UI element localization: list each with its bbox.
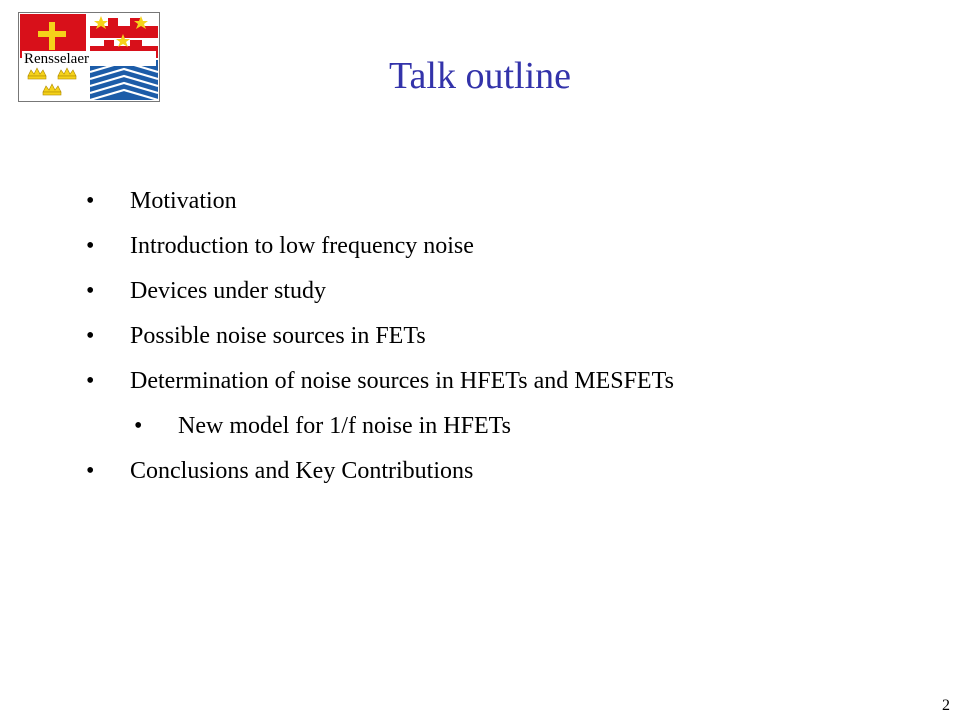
outline-subitem-text: New model for 1/f noise in HFETs xyxy=(178,413,511,439)
outline-item xyxy=(80,321,900,351)
outline-item xyxy=(80,186,900,216)
outline-item-text: Introduction to low frequency noise xyxy=(130,233,474,259)
page-number: 2 xyxy=(942,697,950,714)
outline-item-text: Motivation xyxy=(130,188,237,214)
bullet-symbol: • xyxy=(86,458,95,484)
bullet-symbol: • xyxy=(86,233,95,259)
outline-item-text: Determination of noise sources in HFETs and MESFETs xyxy=(130,368,674,394)
outline-item-text: Conclusions and Key Contributions xyxy=(130,458,474,484)
outline-item-text: Possible noise sources in FETs xyxy=(130,323,426,349)
bullet-symbol: • xyxy=(86,278,95,304)
bullet-symbol: • xyxy=(86,368,95,394)
bullet-symbol: • xyxy=(86,188,95,214)
outline-item xyxy=(80,366,900,396)
outline-item-text: Devices under study xyxy=(130,278,326,304)
outline-subitem xyxy=(80,411,900,441)
bullet-symbol: • xyxy=(86,323,95,349)
outline-item xyxy=(80,456,900,486)
bullet-symbol: • xyxy=(134,413,143,439)
slide-title: Talk outline xyxy=(388,55,572,97)
outline-list xyxy=(80,186,900,501)
logo-text: Rensselaer xyxy=(24,51,89,67)
outline-item xyxy=(80,231,900,261)
outline-item xyxy=(80,276,900,306)
